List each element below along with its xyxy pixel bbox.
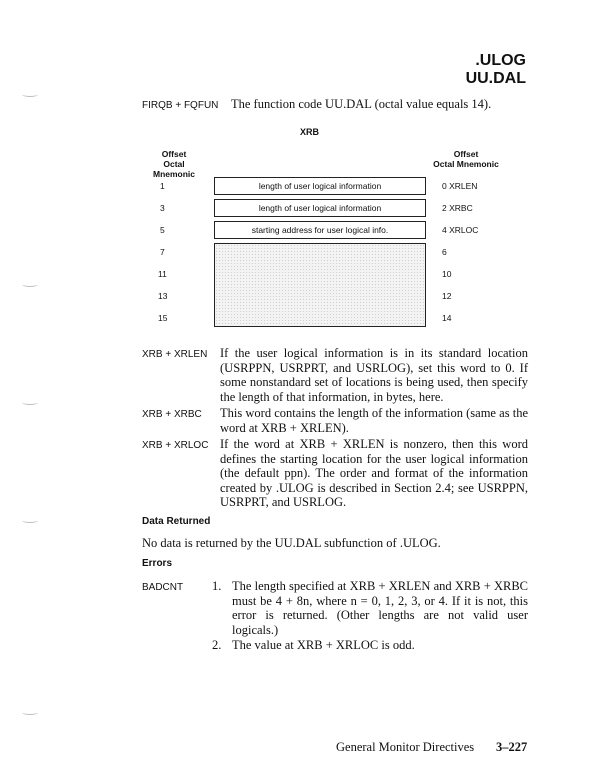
- left-offset: 11: [158, 269, 167, 279]
- def-label-xrlen: XRB + XRLEN: [142, 349, 208, 360]
- binder-hole-mark: [22, 282, 38, 287]
- data-returned-heading: Data Returned: [142, 516, 211, 527]
- right-offset: 0 XRLEN: [442, 181, 478, 191]
- right-offset: 10: [442, 269, 452, 279]
- header-subtitle: UU.DAL: [465, 70, 526, 87]
- left-offset: 5: [160, 225, 165, 235]
- intro-label: FIRQB + FQFUN: [142, 100, 219, 111]
- errors-heading: Errors: [142, 558, 173, 569]
- def-text-xrlen: If the user logical information is in its standard location (USRPPN, USRPRT, and USRLOG), set this word to 0. If some nonstandard set of locations is being used, then specify the length of that information, in bytes, here.: [220, 346, 528, 404]
- right-offset: 6: [442, 247, 447, 257]
- error-item-text: The value at XRB + XRLOC is odd.: [232, 638, 415, 652]
- page-number: 3–227: [496, 740, 528, 754]
- xrb-cell-3: starting address for user logical info.: [214, 221, 426, 239]
- header-title: .ULOG: [475, 52, 526, 69]
- left-offset: 13: [158, 291, 168, 301]
- xrb-cell-2: length of user logical information: [214, 199, 426, 217]
- footer-section: General Monitor Directives: [336, 740, 475, 754]
- right-offset-header: Offset Octal Mnemonic: [433, 149, 499, 169]
- binder-hole-mark: [22, 92, 38, 97]
- error-item-number: 2.: [212, 638, 222, 652]
- left-offset: 15: [158, 313, 168, 323]
- right-offset: 4 XRLOC: [442, 225, 479, 235]
- xrb-unused-area: [214, 243, 426, 327]
- error-item-text: The length specified at XRB + XRLEN and XRB + XRBC must be 4 + 8n, where n = 0, 1, 2, 3, or 4. If it is not, this error is returned. (Other lengths are not valid user logicals.): [232, 579, 528, 637]
- right-offset: 2 XRBC: [442, 203, 473, 213]
- def-text-xrloc: If the word at XRB + XRLEN is nonzero, then this word defines the starting location for the user logical information (the default ppn). The order and format of the information created by .ULOG is described in Section 2.4; see USRPPN, USRPRT, and USRLOG.: [220, 437, 528, 510]
- data-returned-text: No data is returned by the UU.DAL subfunction of .ULOG.: [142, 536, 441, 550]
- left-offset-header: Offset Octal Mnemonic: [152, 149, 196, 179]
- binder-hole-mark: [22, 518, 38, 523]
- left-offset: 7: [160, 247, 165, 257]
- diagram-title: XRB: [300, 127, 320, 137]
- right-offset: 12: [442, 291, 452, 301]
- right-offset: 14: [442, 313, 452, 323]
- intro-text: The function code UU.DAL (octal value equals 14).: [231, 97, 492, 111]
- binder-hole-mark: [22, 710, 38, 715]
- error-code: BADCNT: [142, 582, 184, 593]
- left-offset: 3: [160, 203, 165, 213]
- xrb-cell-1: length of user logical information: [214, 177, 426, 195]
- def-label-xrbc: XRB + XRBC: [142, 409, 202, 420]
- def-label-xrloc: XRB + XRLOC: [142, 440, 209, 451]
- left-offset: 1: [160, 181, 165, 191]
- error-item-number: 1.: [212, 579, 222, 593]
- binder-hole-mark: [22, 400, 38, 405]
- def-text-xrbc: This word contains the length of the information (same as the word at XRB + XRLEN).: [220, 406, 528, 435]
